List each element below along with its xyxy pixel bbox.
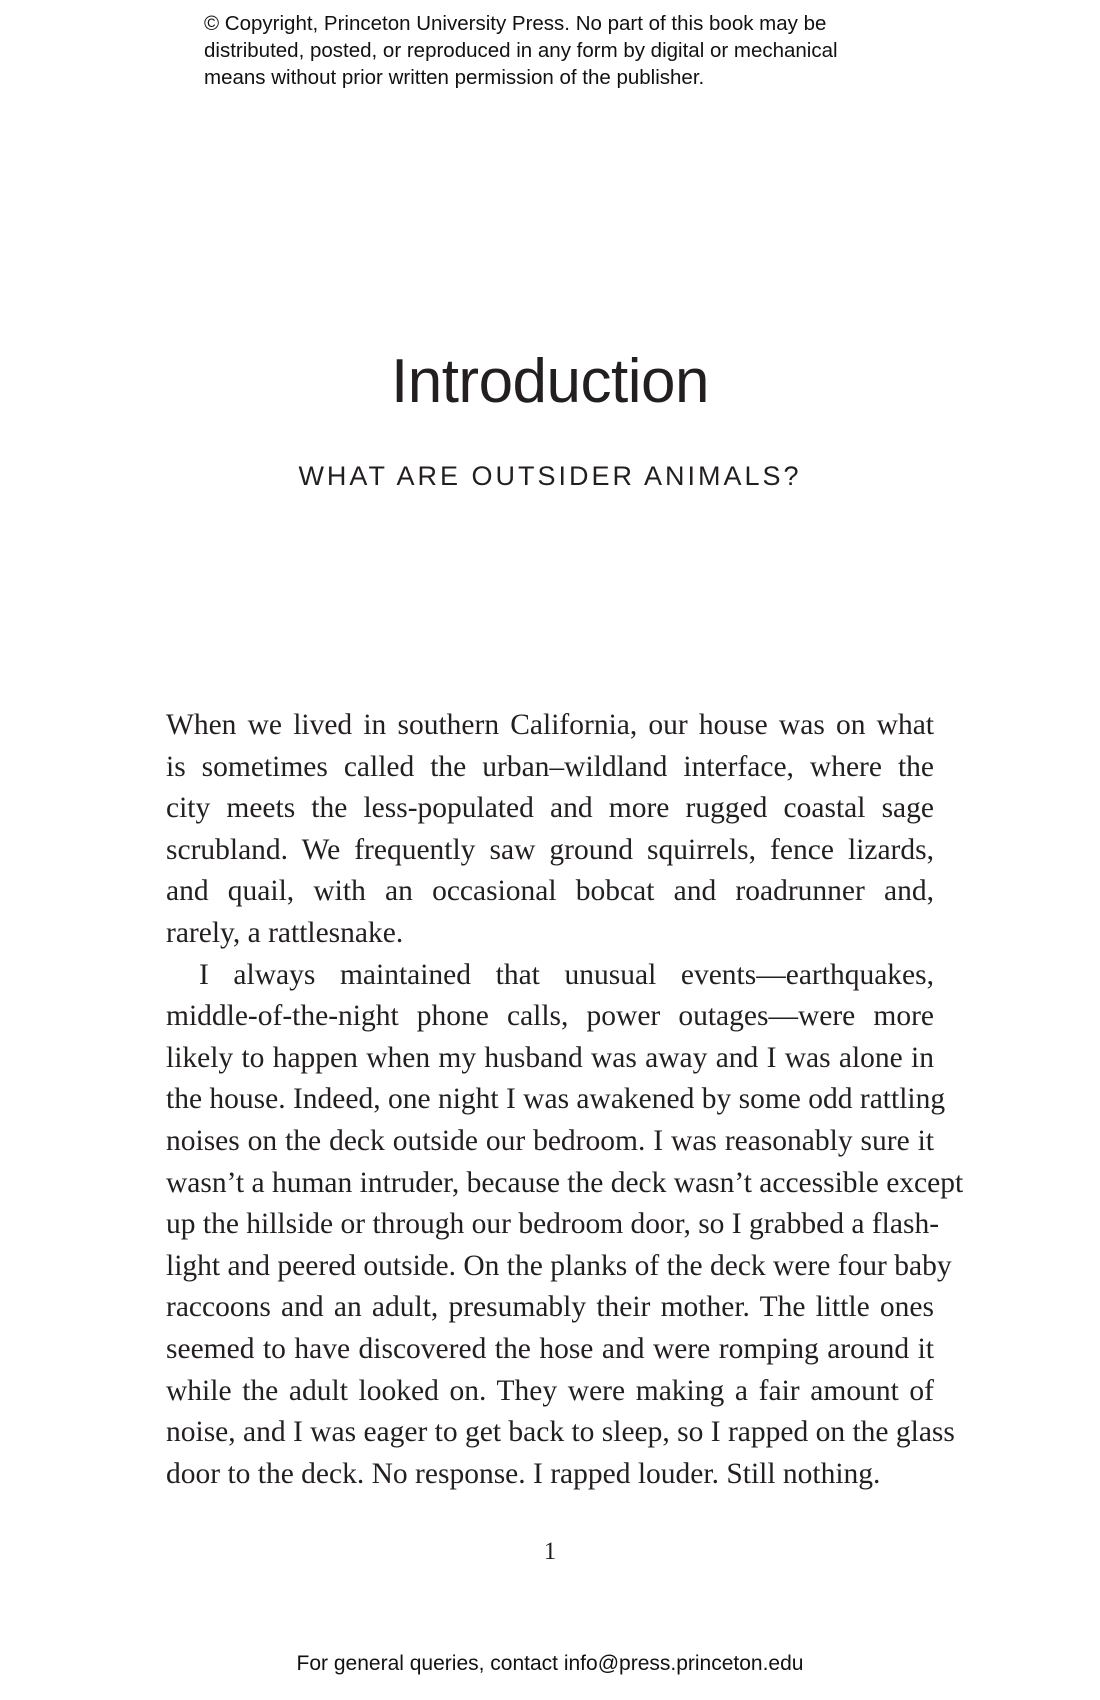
text-line: rarely, a rattlesnake. bbox=[166, 916, 404, 949]
chapter-title: Introduction bbox=[391, 347, 709, 416]
chapter-subtitle: WHAT ARE OUTSIDER ANIMALS? bbox=[298, 461, 802, 491]
text-line: city meets the less-populated and more rugged coastal sage bbox=[166, 792, 934, 825]
text-line: noise, and I was eager to get back to sleep, so I rapped on the glass bbox=[166, 1416, 955, 1449]
page-number: 1 bbox=[543, 1538, 557, 1565]
text-line: raccoons and an adult, presumably their mother. The little ones bbox=[166, 1291, 934, 1324]
body-text bbox=[166, 705, 964, 1495]
text-line: I always maintained that unusual events—earthquakes, bbox=[199, 958, 934, 991]
text-line: up the hillside or through our bedroom door, so I grabbed a flash- bbox=[166, 1208, 940, 1241]
text-line: middle-of-the-night phone calls, power outages—were more bbox=[166, 1000, 934, 1033]
text-line: while the adult looked on. They were making a fair amount of bbox=[166, 1374, 934, 1407]
text-line: likely to happen when my husband was away and I was alone in bbox=[166, 1041, 934, 1074]
copyright-notice bbox=[204, 10, 924, 91]
copyright-line: means without prior written permission of the publisher. bbox=[204, 66, 705, 89]
copyright-line: © Copyright, Princeton University Press. No part of this book may be bbox=[204, 12, 827, 35]
text-line: seemed to have discovered the hose and were romping around it bbox=[166, 1332, 934, 1365]
text-line: When we lived in southern California, our house was on what bbox=[166, 709, 934, 741]
text-line: scrubland. We frequently saw ground squirrels, fence lizards, bbox=[166, 833, 934, 866]
text-line: noises on the deck outside our bedroom. I was reasonably sure it bbox=[166, 1124, 934, 1157]
text-line: and quail, with an occasional bobcat and roadrunner and, bbox=[166, 875, 934, 908]
copyright-line: distributed, posted, or reproduced in any form by digital or mechanical bbox=[204, 39, 838, 62]
text-line: light and peered outside. On the planks of the deck were four baby bbox=[166, 1249, 952, 1282]
text-line: door to the deck. No response. I rapped louder. Still nothing. bbox=[166, 1457, 881, 1490]
text-line: wasn’t a human intruder, because the deck wasn’t accessible except bbox=[166, 1166, 964, 1199]
text-line: the house. Indeed, one night I was awakened by some odd rattling bbox=[166, 1083, 946, 1116]
paragraph bbox=[166, 705, 934, 955]
text-line: is sometimes called the urban–wildland interface, where the bbox=[166, 750, 934, 783]
paragraph bbox=[166, 955, 964, 1496]
footer-contact: For general queries, contact info@press.princeton.edu bbox=[296, 1652, 804, 1675]
